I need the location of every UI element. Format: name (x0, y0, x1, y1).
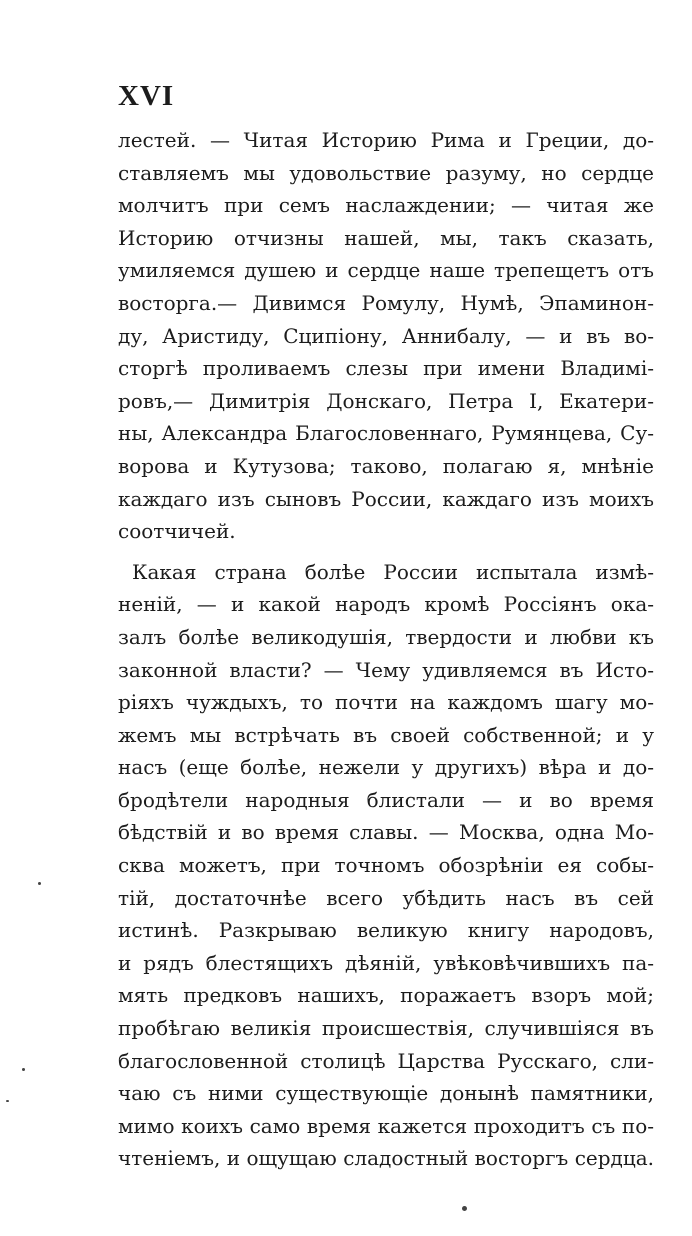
text-line: насъ (еще болѣе, нежели у другихъ) вѣра и до- (118, 755, 654, 780)
text-line: ду, Аристиду, Сципiону, Аннибалу, — и въ во- (118, 323, 654, 348)
text-line: мять предковъ нашихъ, поражаетъ взоръ мой; (118, 983, 654, 1008)
text-line: сква можетъ, при точномъ обозрѣнiи ея собы- (118, 853, 654, 878)
text-line: лестей. — Читая Историю Рима и Греции, до- (118, 128, 654, 152)
text-line: ненiй, — и какой народъ кромѣ Россiянъ ока- (118, 592, 654, 617)
text-line: каждаго изъ сыновъ России, каждаго изъ моихъ (118, 486, 654, 511)
paper-speck (462, 1206, 467, 1211)
text-line: мимо коихъ само время кажется проходитъ съ по- (118, 1113, 654, 1138)
text-line: ровъ,— Димитрiя Донскаго, Петра I, Екатери- (118, 388, 654, 413)
text-line: бѣдствiй и во время славы. — Москва, одна Мо- (118, 820, 654, 845)
text-line: благословенной столицѣ Царства Русскаго, сли- (118, 1048, 654, 1073)
text-line: пробѣгаю великiя происшествiя, случившiяся въ (118, 1016, 654, 1041)
text-line: ставляемъ мы удовольствие разуму, но сердце (118, 160, 654, 185)
text-line: Историю отчизны нашей, мы, такъ сказать, (118, 225, 654, 250)
text-line: сторгѣ проливаемъ слезы при имени Владимi- (118, 356, 654, 381)
text-line: жемъ мы встрѣчать въ своей собственной; и у (118, 722, 654, 747)
text-line: ворова и Кутузова; таково, полагаю я, мнѣнiе (118, 453, 654, 478)
text-line: Какая страна болѣе России испытала измѣ- (132, 559, 654, 584)
text-line: восторга.— Дивимся Ромулу, Нумѣ, Эпаминон- (118, 290, 654, 315)
text-line: тiй, достаточнѣе всего убѣдить насъ въ сей (118, 885, 654, 910)
text-line: и рядъ блестящихъ дѣянiй, увѣковѣчившихъ па- (118, 950, 654, 975)
text-line: чаю съ ними существующiе донынѣ памятники, (118, 1081, 654, 1106)
page-number: XVI (118, 80, 175, 112)
paragraph-gap (118, 548, 654, 556)
text-line: залъ болѣе великодушiя, твердости и любви къ (118, 624, 654, 649)
text-line: истинѣ. Разкрываю великую книгу народовъ, (118, 918, 654, 943)
text-line: чтенiемъ, и ощущаю сладостный восторгъ сердца. (118, 1146, 654, 1171)
text-line: умиляемся душею и сердце наше трепещетъ отъ (118, 258, 654, 283)
text-line: молчитъ при семъ наслаждении; — читая же (118, 193, 654, 218)
text-line: рiяхъ чуждыхъ, то почти на каждомъ шагу мо- (118, 690, 654, 715)
paper-speck (6, 1100, 9, 1102)
paper-speck (22, 1068, 25, 1071)
text-line: соотчичей. (118, 519, 236, 544)
text-line: законной власти? — Чему удивляемся въ Исто- (118, 657, 654, 682)
body-text (118, 124, 654, 1175)
text-line: ны, Александра Благословеннаго, Румянцева, Су- (118, 421, 654, 446)
text-line: бродѣтели народныя блистали — и во время (118, 787, 654, 812)
paragraph-2 (118, 556, 654, 1175)
paper-speck (38, 882, 41, 885)
paragraph-1 (118, 124, 654, 548)
